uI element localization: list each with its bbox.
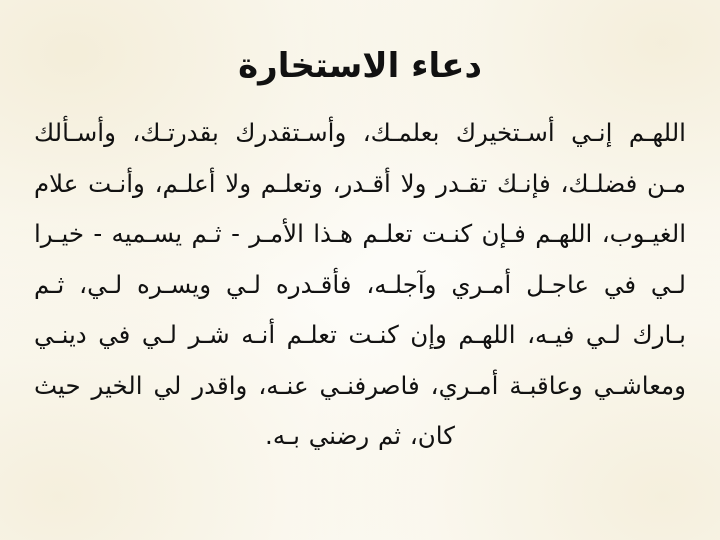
page-title: دعاء الاستخارة (238, 46, 482, 86)
prayer-text: اللهـم إنـي أسـتخيرك بعلمـك، وأسـتقدرك بقدرتـك، وأسـألك مـن فضلـك، فإنـك تقـدر ولا أقـدر، وتعلـم ولا أعلـم، وأنـت علام الغيـوب، اللهـم فـإن كنـت تعلـم هـذا الأمـر - ثـم يسـميه - خيـرا لـي في عاجـل أمـري وآجلـه، فأقـدره لـي ويسـره لـي، ثـم بـارك لـي فيـه، اللهـم وإن كنـت تعلـم أنـه شـر لـي في دينـي ومعاشـي وعاقبـة أمـري، فاصرفنـي عنـه، واقدر لي الخير حيث كان، ثم رضني بـه. (34, 118, 686, 450)
